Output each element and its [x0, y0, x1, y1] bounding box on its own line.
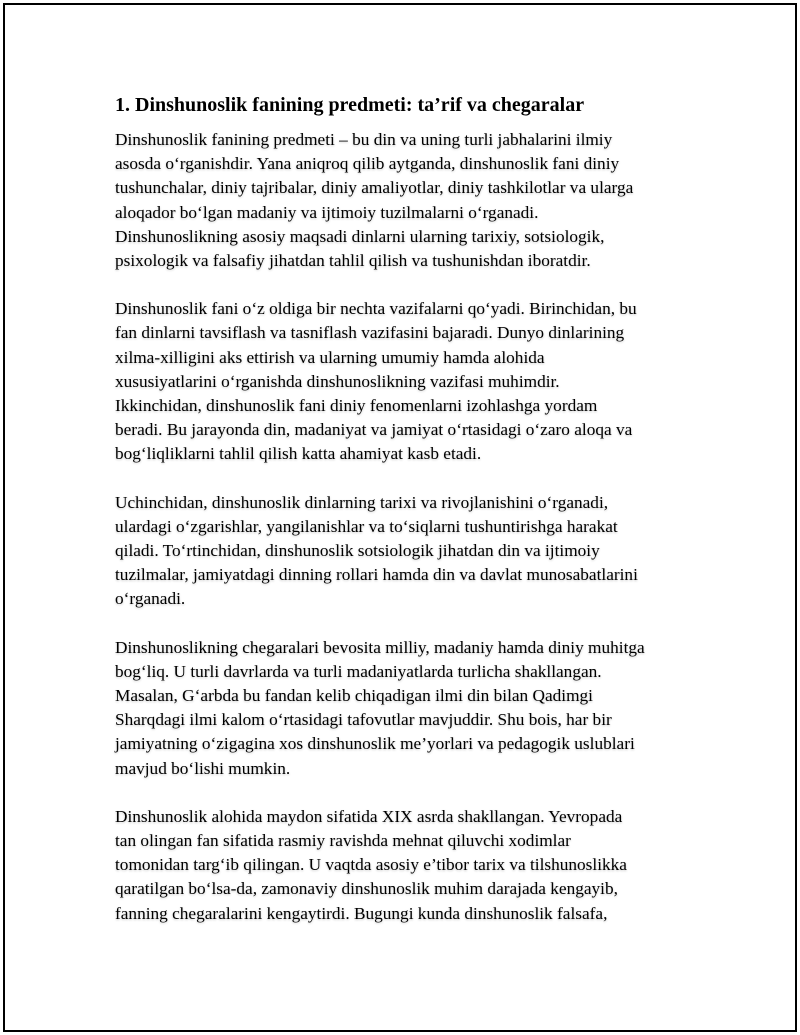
section-heading: 1. Dinshunoslik fanining predmeti: ta’rif va chegaralar	[115, 94, 585, 116]
text-line: bog‘liq. U turli davrlarda va turli madaniyatlarda turlicha shakllangan.	[115, 661, 602, 681]
text-line: Dinshunoslikning chegaralari bevosita milliy, madaniy hamda diniy muhitga	[115, 637, 645, 657]
paragraph-3	[115, 491, 695, 612]
text-line: psixologik va falsafiy jihatdan tahlil qilish va tushunishdan iboratdir.	[115, 251, 591, 271]
text-line: xilma-xilligini aks ettirish va ularning umumiy hamda alohida	[115, 347, 545, 367]
paragraph-2	[115, 297, 695, 466]
text-line: qaratilgan bo‘lsa-da, zamonaviy dinshunoslik muhim darajada kengayib,	[115, 879, 618, 899]
text-line: o‘rganadi.	[115, 589, 186, 609]
text-line: ulardagi o‘zgarishlar, yangilanishlar va to‘siqlarni tushuntirishga harakat	[115, 516, 618, 536]
text-line: beradi. Bu jarayonda din, madaniyat va jamiyat o‘rtasidagi o‘zaro aloqa va	[115, 420, 633, 440]
text-line: Ikkinchidan, dinshunoslik fani diniy fenomenlarni izohlashga yordam	[115, 396, 598, 416]
text-line: mavjud bo‘lishi mumkin.	[115, 758, 291, 778]
text-line: tomonidan targ‘ib qilingan. U vaqtda asosiy e’tibor tarix va tilshunoslikka	[115, 855, 627, 875]
text-line: asosda o‘rganishdir. Yana aniqroq qilib aytganda, dinshunoslik fani diniy	[115, 154, 620, 174]
paragraph-5	[115, 805, 695, 926]
text-line: Dinshunoslikning asosiy maqsadi dinlarni ularning tarixiy, sotsiologik,	[115, 226, 605, 246]
text-line: xususiyatlarini o‘rganishda dinshunoslikning vazifasi muhimdir.	[115, 371, 560, 391]
text-line: tan olingan fan sifatida rasmiy ravishda mehnat qiluvchi xodimlar	[115, 831, 571, 851]
paragraph-4	[115, 636, 695, 781]
paragraph-1	[115, 128, 695, 273]
document-body	[115, 92, 695, 950]
text-line: Uchinchidan, dinshunoslik dinlarning tarixi va rivojlanishini o‘rganadi,	[115, 492, 609, 512]
text-line: bog‘liqliklarni tahlil qilish katta ahamiyat kasb etadi.	[115, 444, 482, 464]
text-line: Sharqdagi ilmi kalom o‘rtasidagi tafovutlar mavjuddir. Shu bois, har bir	[115, 710, 612, 730]
text-line: Dinshunoslik fani o‘z oldiga bir nechta vazifalarni qo‘yadi. Birinchidan, bu	[115, 299, 637, 319]
text-line: tuzilmalar, jamiyatdagi dinning rollari hamda din va davlat munosabatlarini	[115, 565, 638, 585]
text-line: fan dinlarni tavsiflash va tasniflash vazifasini bajaradi. Dunyo dinlarining	[115, 323, 625, 343]
text-line: tushunchalar, diniy tajribalar, diniy amaliyotlar, diniy tashkilotlar va ularga	[115, 178, 634, 198]
text-line: fanning chegaralarini kengaytirdi. Bugungi kunda dinshunoslik falsafa,	[115, 903, 608, 923]
text-line: Dinshunoslik fanining predmeti – bu din va uning turli jabhalarini ilmiy	[115, 130, 613, 149]
text-line: Dinshunoslik alohida maydon sifatida XIX asrda shakllangan. Yevropada	[115, 806, 623, 826]
text-line: jamiyatning o‘zigagina xos dinshunoslik me’yorlari va pedagogik uslublari	[115, 734, 635, 754]
text-line: Masalan, G‘arbda bu fandan kelib chiqadigan ilmi din bilan Qadimgi	[115, 686, 593, 706]
text-line: aloqador bo‘lgan madaniy va ijtimoiy tuzilmalarni o‘rganadi.	[115, 202, 539, 222]
text-line: qiladi. To‘rtinchidan, dinshunoslik sotsiologik jihatdan din va ijtimoiy	[115, 541, 600, 561]
